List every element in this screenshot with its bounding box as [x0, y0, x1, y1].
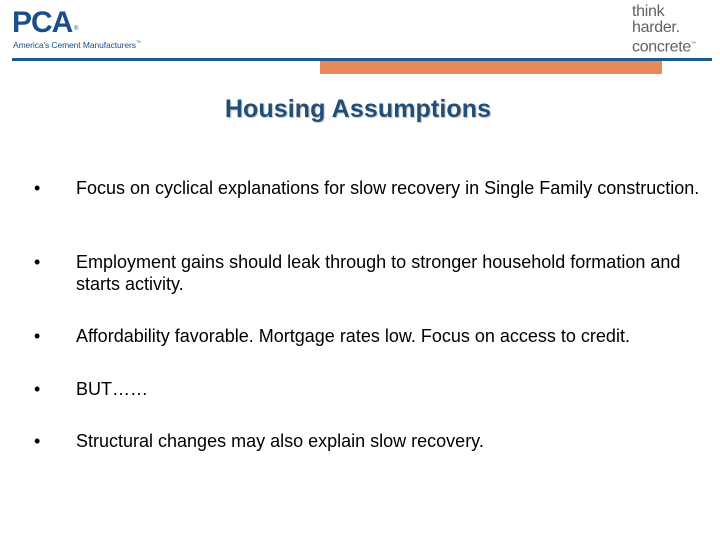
- bullet-dot: •: [34, 379, 41, 399]
- bullet-item: [34, 252, 704, 295]
- logo-trademark: ™: [690, 41, 696, 47]
- bullet-item: [34, 178, 704, 200]
- bullet-text: BUT……: [76, 379, 148, 399]
- bullet-dot: •: [34, 326, 41, 346]
- logo-concrete-text: concrete: [632, 38, 691, 56]
- bullet-item: [34, 326, 704, 348]
- bullet-dot: •: [34, 178, 41, 198]
- bullet-text: Employment gains should leak through to stronger household formation and starts activity.: [76, 252, 681, 294]
- pca-tagline-text: America's Cement Manufacturers: [13, 40, 136, 50]
- logo-line-think: think: [632, 3, 665, 20]
- pca-trademark: ™: [135, 40, 141, 47]
- bullet-text: Structural changes may also explain slow recovery.: [76, 431, 484, 451]
- bullet-item: [34, 431, 704, 453]
- slide-title: Housing Assumptions: [224, 95, 492, 123]
- bullet-text: Focus on cyclical explanations for slow recovery in Single Family construction.: [76, 178, 700, 198]
- pca-logo-mark: PCA: [12, 6, 73, 39]
- registered-mark: ®: [74, 26, 79, 32]
- bullet-dot: •: [34, 252, 41, 272]
- bullet-dot: •: [34, 431, 41, 451]
- bullet-text: Affordability favorable. Mortgage rates low. Focus on access to credit.: [76, 326, 630, 346]
- logo-line-harder: harder.: [632, 19, 680, 36]
- bullet-item: [34, 379, 704, 401]
